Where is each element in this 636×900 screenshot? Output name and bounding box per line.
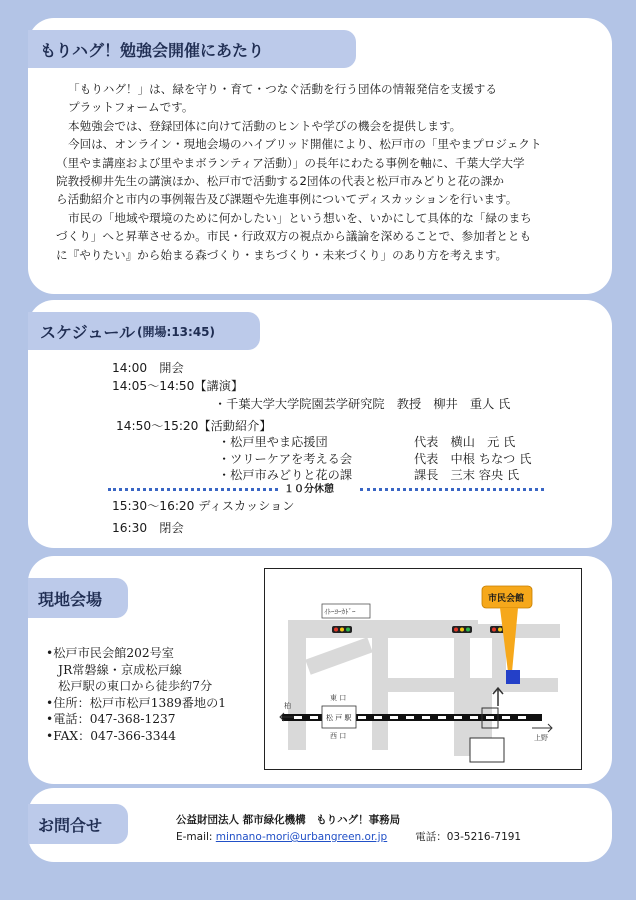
contact-phone: 電話：03-5216-7191 xyxy=(415,831,522,843)
schedule-activity: 14:50～15:20【活動紹介】 xyxy=(116,419,272,433)
venue-details xyxy=(46,645,226,745)
intro-line: 「もりハグ！」は、緑を守り・育て・つなぐ活動を行う団体の情報発信を支援する xyxy=(68,82,497,96)
map-left-direction: 柏 xyxy=(284,702,291,710)
venue-detail-line: •電話：047-368-1237 xyxy=(46,712,176,727)
map-station-label: 松 戸 駅 xyxy=(326,714,352,722)
break-divider-left xyxy=(108,488,278,491)
intro-text xyxy=(56,80,604,264)
traffic-light-icon xyxy=(452,626,472,633)
schedule-lecturer: ・千葉大学大学院園芸学研究院 教授 柳井 重人 氏 xyxy=(214,397,511,411)
map-building xyxy=(470,738,504,762)
venue-detail-line: •松戸市民会館202号室 xyxy=(46,646,174,660)
map-east-exit: 東 口 xyxy=(330,694,347,702)
map-right-direction: 上野 xyxy=(534,734,548,742)
activity-person: 代表 横山 元 氏 xyxy=(414,435,516,449)
schedule-close: 16:30 閉会 xyxy=(112,521,184,535)
map-road xyxy=(288,620,306,750)
map-store-label: ｲﾄｰﾖｰｶﾄﾞｰ xyxy=(324,608,356,616)
venue-detail-line: •FAX：047-366-3344 xyxy=(46,728,177,743)
traffic-light-icon xyxy=(332,626,352,633)
intro-line: に『やりたい』から始まる森づくり・まちづくり・未来づくり」のあり方を考えます。 xyxy=(56,247,508,262)
venue-detail-line: •住所：松戸市松戸1389番地の1 xyxy=(46,695,227,710)
intro-line: 本勉強会では、登録団体に向けて活動のヒントや学びの機会を提供します。 xyxy=(68,118,462,133)
intro-line: プラットフォームです。 xyxy=(68,100,194,115)
contact-email-link[interactable]: minnano-mori@urbangreen.or.jp xyxy=(215,831,388,843)
break-label: １０分休憩 xyxy=(284,484,334,495)
railway-line-icon xyxy=(282,714,542,721)
schedule-open: 14:00 開会 xyxy=(112,361,184,375)
contact-info xyxy=(176,812,521,846)
venue-detail-line: JR常磐線・京成松戸線 xyxy=(46,662,182,677)
schedule-heading-text: スケジュール xyxy=(40,322,136,342)
activity-person: 課長 三末 容央 氏 xyxy=(414,468,520,482)
venue-heading-text: 現地会場 xyxy=(38,589,103,609)
intro-line: 院教授柳井先生の講演ほか、松戸市で活動する2団体の代表と松戸市みどりと花の課か xyxy=(56,174,504,189)
venue-map xyxy=(264,568,582,770)
intro-line: 今回は、オンライン・現地会場のハイブリッド開催により、松戸市の「里やまプロジェクト xyxy=(68,137,542,152)
venue-detail-line: 松戸駅の東口から徒歩約7分 xyxy=(46,679,213,694)
intro-heading xyxy=(28,30,356,68)
contact-org: 公益財団法人 都市緑化機構 もりハグ！事務局 xyxy=(176,814,401,826)
activity-org: ・松戸市みどりと花の課 xyxy=(218,468,353,482)
venue-heading xyxy=(28,578,128,618)
schedule-heading xyxy=(28,312,260,350)
open-note: (開場:13:45) xyxy=(137,324,216,339)
schedule-discussion: 15:30～16:20 ディスカッション xyxy=(112,499,295,513)
break-divider-right xyxy=(360,488,544,491)
activity-org: ・松戸里やま応援団 xyxy=(218,435,328,449)
schedule-lecture: 14:05～14:50【講演】 xyxy=(112,379,244,393)
activity-person: 代表 中根 ちなつ 氏 xyxy=(414,452,532,466)
intro-line: 市民の「地域や環境のために何かしたい」という想いを、いかにして具体的な「緑のまち xyxy=(68,210,532,225)
intro-line: ら活動紹介と市内の事例報告及び課題や先進事例についてディスカッションを行います。 xyxy=(56,192,518,207)
intro-line: づくり」へと昇華させるか。市民・行政双方の視点から議論を深めることで、参加者ととも xyxy=(56,229,532,244)
map-hall-label: 市民会館 xyxy=(488,594,525,604)
activity-org: ・ツリーケアを考える会 xyxy=(218,452,353,466)
map-road xyxy=(372,620,388,750)
intro-line: （里やま講座および里やまボランティア活動）」の長年にわたる事例を軸に、千葉大学大学 xyxy=(56,155,525,170)
map-west-exit: 西 口 xyxy=(330,732,347,740)
contact-email-label: E-mail: xyxy=(176,831,216,843)
contact-heading-text: お問合せ xyxy=(38,815,103,835)
intro-heading-text: もりハグ！勉強会開催にあたり xyxy=(40,40,265,60)
contact-email-row xyxy=(176,829,521,846)
contact-heading xyxy=(28,804,128,844)
